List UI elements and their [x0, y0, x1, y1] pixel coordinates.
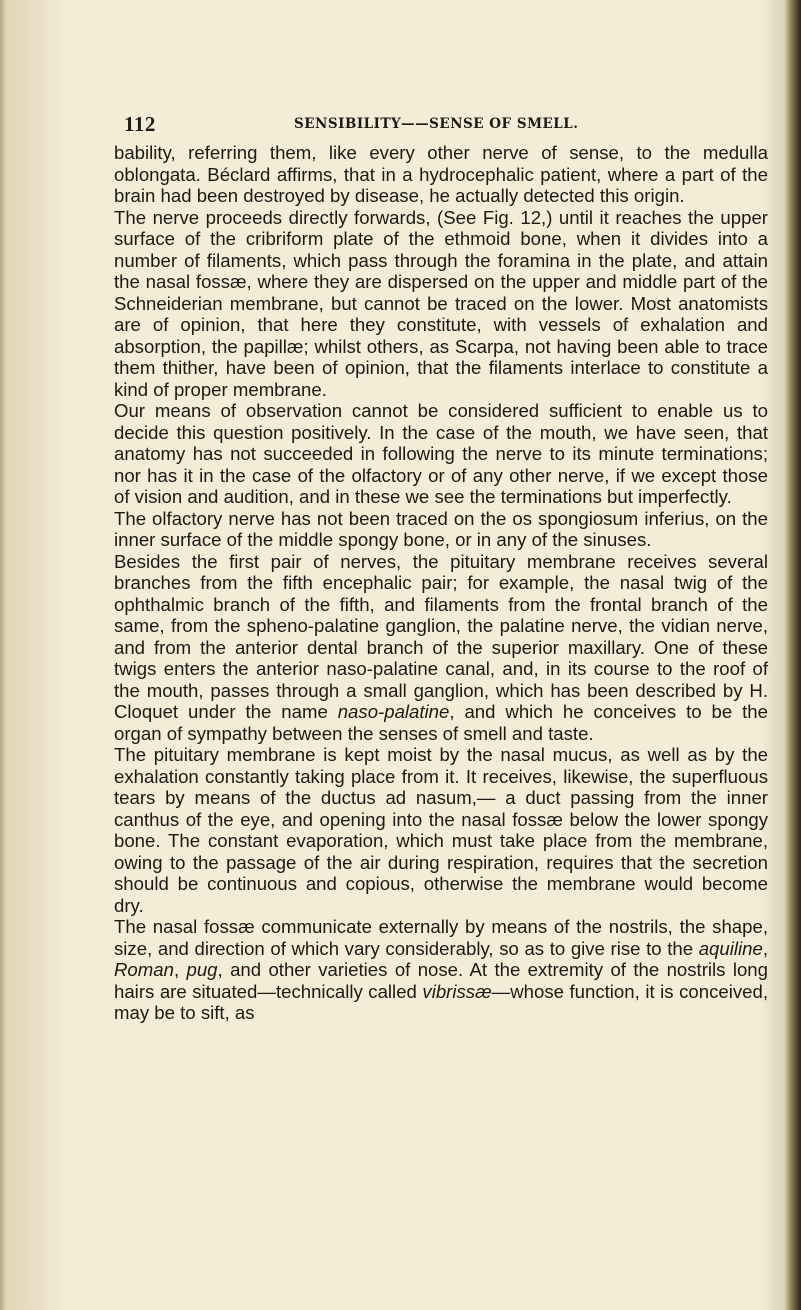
paragraph: bability, referring them, like every other nerve of sense, to the medulla oblongata. Béclard affirms, that in a hydrocephalic patient, where a part of the brain had been destroyed by disease, he actually detected this origin. — [114, 142, 768, 206]
running-head: SENSIBILITY——SENSE OF SMELL. — [294, 116, 579, 132]
paragraph — [114, 551, 768, 745]
paragraph-text: , and which he conceives to be the organ of sympathy between the senses of smell and taste. — [114, 701, 768, 744]
paragraph-text: , and other varieties of nose. At the extremity of the nostrils long hairs are situated—technically called — [114, 959, 768, 1002]
italic-term: aquiline — [698, 937, 763, 959]
page-gutter-shadow — [0, 0, 6, 1310]
paragraph-text: The nasal fossæ communicate externally by means of the nostrils, the shape, size, and direction of which vary considerably, so as to give rise to the — [114, 916, 768, 959]
paragraph: The pituitary membrane is kept moist by the nasal mucus, as well as by the exhalation constantly taking place from it. It receives, likewise, the superfluous tears by means of the ductus ad nasum,— a duct passing from the inner canthus of the eye, and opening into the nasal fossæ below the lower spongy bone. The constant evaporation, which must take place from the membrane, owing to the passage of the air during respiration, requires that the secretion should be continuous and copious, otherwise the membrane would become dry. — [114, 744, 768, 916]
paragraph-text: Besides the first pair of nerves, the pituitary membrane receives several branches from the fifth encephalic pair; for example, the nasal twig of the ophthalmic branch of the fifth, and filaments from the frontal branch of the same, from the spheno-palatine ganglion, the palatine nerve, the vidian nerve, and from the anterior dental branch of the superior maxillary. One of these twigs enters the anterior naso-palatine canal, and, in its course to the roof of the mouth, passes through a small ganglion, which has been described by H. Cloquet under the name — [114, 550, 768, 722]
paragraph-text: , — [762, 937, 768, 959]
italic-term: naso-palatine — [337, 701, 450, 722]
italic-term: pug — [186, 959, 218, 980]
paragraph-text: —whose function, it is conceived, may be to sift, as — [114, 980, 768, 1023]
paragraph: The nerve proceeds directly forwards, (See Fig. 12,) until it reaches the upper surface of the cribriform plate of the ethmoid bone, when it divides into a number of filaments, which pass through the foramina in the plate, and attain the nasal fossæ, where they are dispersed on the upper and middle part of the Schneiderian membrane, but cannot be traced on the lower. Most anatomists are of opinion, that here they constitute, with vessels of exhalation and absorption, the papillæ; whilst others, as Scarpa, not having been able to trace them thither, have been of opinion, that the filaments interlace to constitute a kind of proper membrane. — [114, 206, 768, 400]
italic-term: Roman — [114, 959, 174, 980]
body-text — [114, 142, 768, 1024]
paragraph: Our means of observation cannot be considered sufficient to enable us to decide this question positively. In the case of the mouth, we have seen, that anatomy has not succeeded in following the nerve to its minute terminations; nor has it in the case of the olfactory or of any other nerve, if we except those of vision and audition, and in these we see the terminations but imperfectly. — [114, 400, 768, 507]
paragraph-text: , — [173, 959, 187, 980]
page-edge — [785, 0, 801, 1310]
paragraph — [114, 916, 768, 1024]
paragraph: The olfactory nerve has not been traced on the os spongiosum inferius, on the inner surface of the middle spongy bone, or in any of the sinuses. — [114, 507, 768, 550]
page-number: 112 — [124, 112, 156, 136]
italic-term: vibrissæ — [422, 980, 492, 1002]
page-header — [124, 112, 754, 142]
